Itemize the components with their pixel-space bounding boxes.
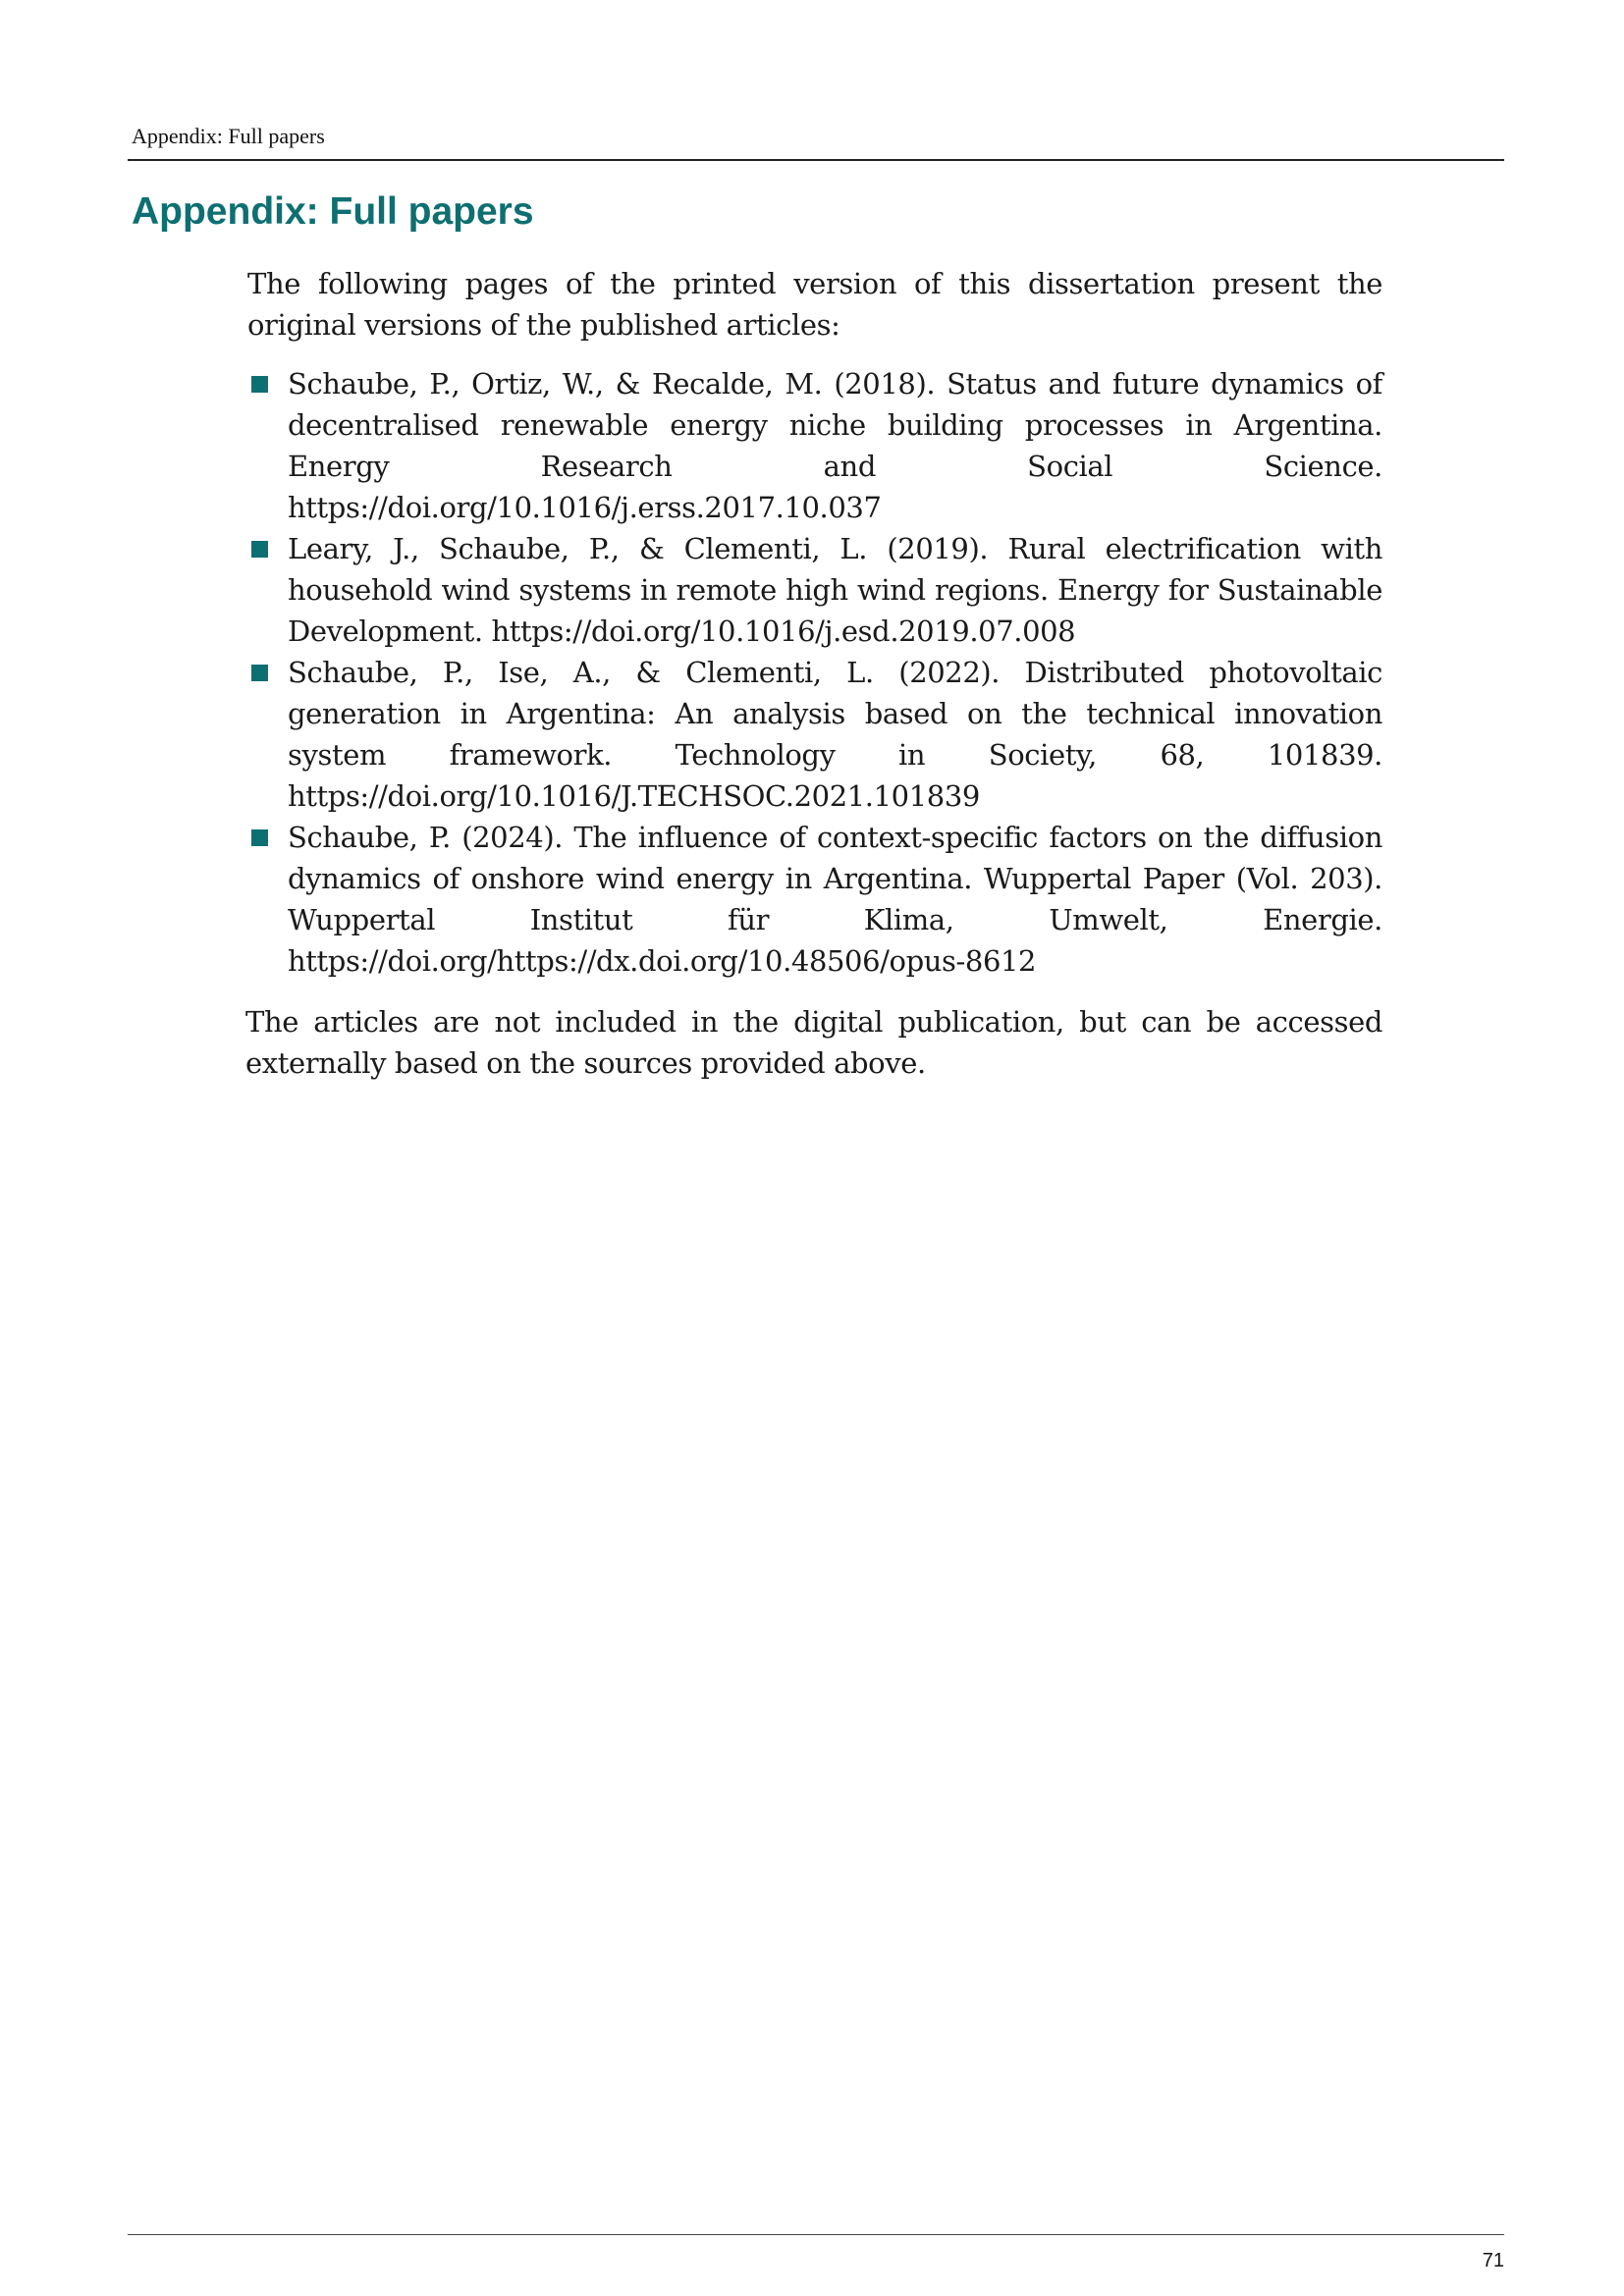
main-content <box>247 263 1382 1084</box>
square-bullet-icon <box>251 665 268 681</box>
reference-text: Schaube, P., Ise, A., & Clementi, L. (2022). Distributed photovoltaic generation in Argentina: An analysis based on the technical innovation system framework. Technology in Society, 68, 101839. https://doi.org/10.1016/J.TECHSOC.2021.101839 <box>288 656 1382 813</box>
header-divider <box>128 159 1504 161</box>
section-heading: Appendix: Full papers <box>132 190 534 233</box>
reference-item <box>247 363 1382 528</box>
reference-item <box>247 817 1382 982</box>
square-bullet-icon <box>251 829 268 846</box>
closing-paragraph: The articles are not included in the digital publication, but can be accessed externally based on the sources provided above. <box>245 1005 1382 1080</box>
reference-text: Schaube, P. (2024). The influence of context-specific factors on the diffusion dynamics of onshore wind energy in Argentina. Wuppertal Paper (Vol. 203). Wuppertal Institut für Klima, Umwelt, Energie. https://doi.org/https://dx.doi.org/10.48506/opus-8612 <box>288 821 1382 978</box>
reference-item <box>247 528 1382 652</box>
footer-divider <box>128 2234 1504 2235</box>
reference-item <box>247 652 1382 817</box>
square-bullet-icon <box>251 541 268 558</box>
reference-text: Schaube, P., Ortiz, W., & Recalde, M. (2018). Status and future dynamics of decentralised renewable energy niche building processes in Argentina. Energy Research and Social Science. https://doi.org/10.1016/j.erss.2017.10.037 <box>288 367 1382 524</box>
square-bullet-icon <box>251 376 268 393</box>
intro-paragraph: The following pages of the printed version of this dissertation present the original versions of the published articles: <box>247 267 1382 342</box>
reference-list <box>247 363 1382 982</box>
page-number: 71 <box>1482 2250 1504 2271</box>
reference-text: Leary, J., Schaube, P., & Clementi, L. (2019). Rural electrification with household wind systems in remote high wind regions. Energy for Sustainable Development. https://doi.org/10.1016/j.esd.2019.07.008 <box>288 532 1382 648</box>
running-header: Appendix: Full papers <box>132 124 325 148</box>
